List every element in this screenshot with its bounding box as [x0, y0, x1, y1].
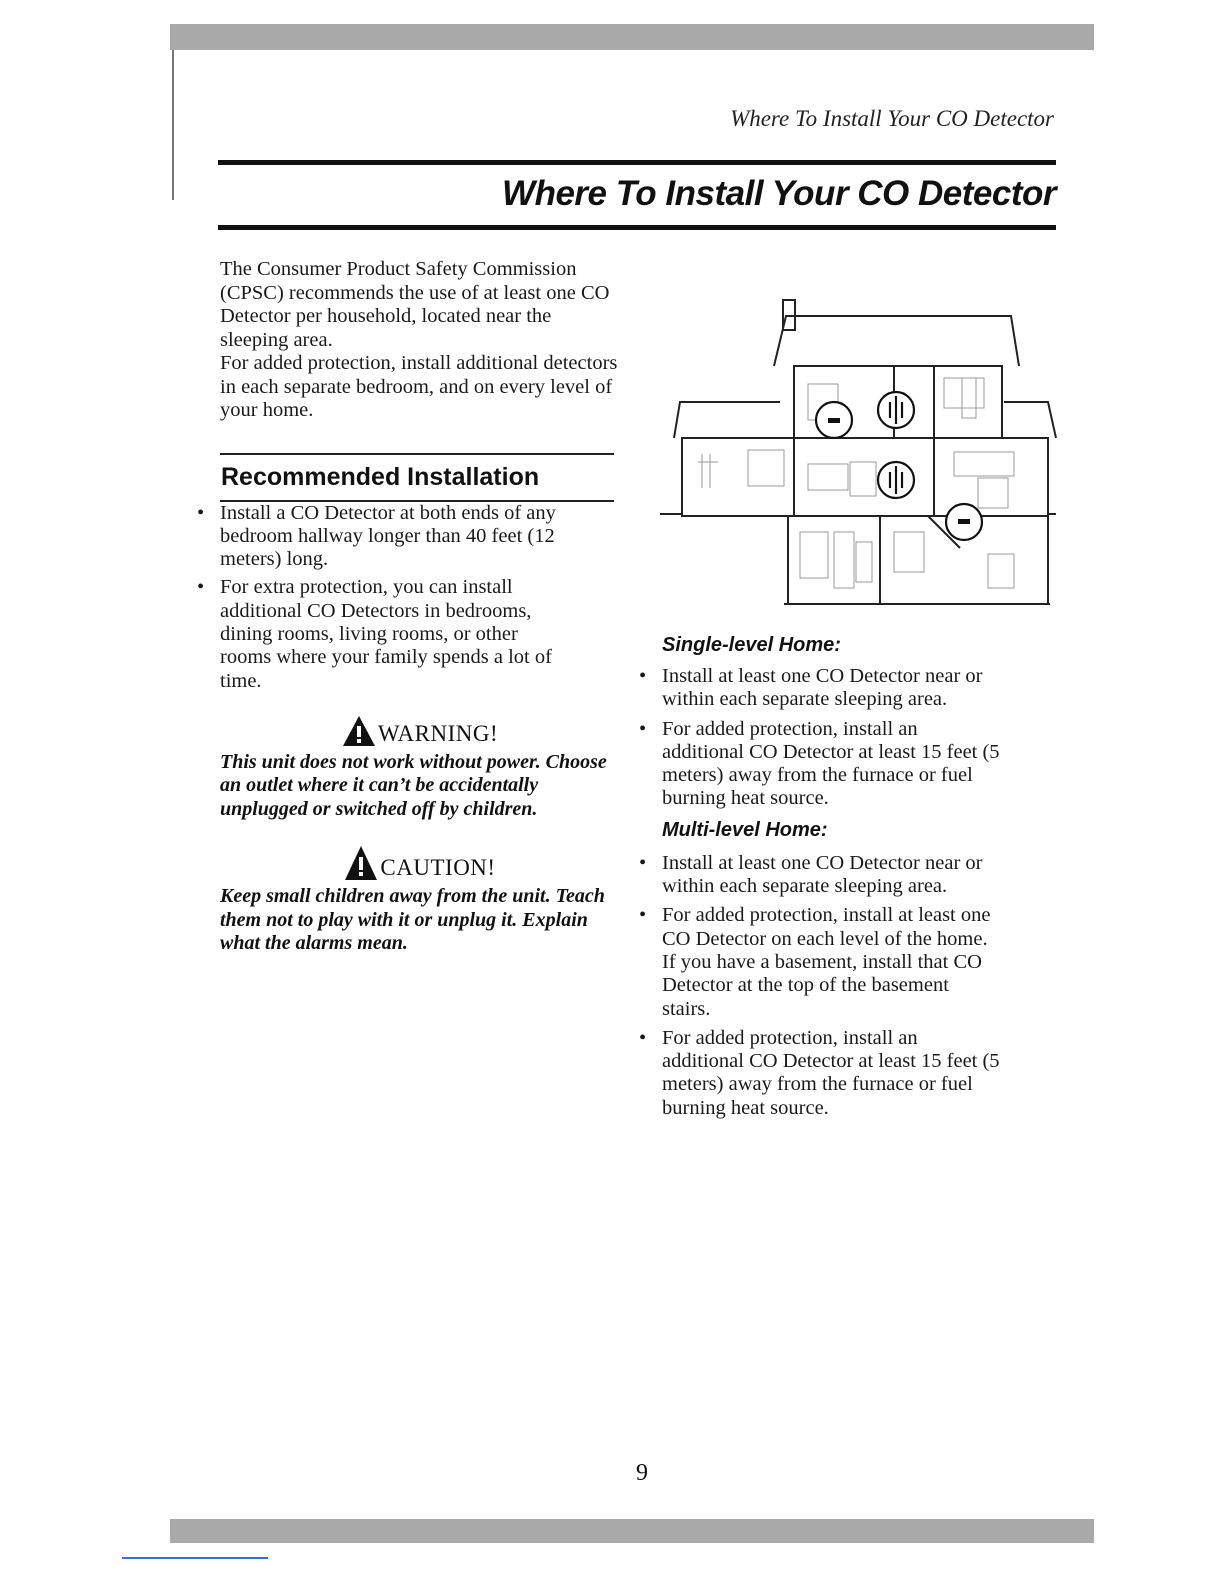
list-item: • For extra protection, you can install additional CO Detectors in bedrooms, dining rooms, living rooms, or other rooms where your family spends a lot of time.: [220, 576, 560, 692]
warning-heading: [220, 715, 620, 747]
intro-paragraph-1: The Consumer Product Safety Commission (CPSC) recommends the use of at least one CO Detector per household, located near the sleeping area.: [220, 258, 610, 351]
top-scan-bar: [170, 24, 1094, 50]
bottom-blue-line: [122, 1557, 268, 1559]
list-item: • Install a CO Detector at both ends of any bedroom hallway longer than 40 feet (12 meters) long.: [220, 502, 560, 572]
multi-level-list: [662, 852, 1002, 1120]
list-item: • Install at least one CO Detector near or within each separate sleeping area.: [662, 852, 1002, 899]
bottom-scan-bar: [170, 1519, 1094, 1543]
warning-text: This unit does not work without power. Choose an outlet where it can’t be accidentally unplugged or switched off by children.: [220, 750, 607, 820]
right-column: [662, 634, 1062, 1120]
caution-text: Keep small children away from the unit. Teach them not to play with it or unplug it. Explain what the alarms mean.: [220, 885, 605, 955]
recommended-heading: Recommended Installation: [221, 462, 540, 491]
section-rule-top: [220, 453, 614, 455]
caution-label: CAUTION!: [380, 855, 496, 881]
single-level-heading: Single-level Home:: [662, 634, 841, 656]
list-item: • For added protection, install an additional CO Detector at least 15 feet (5 meters) away from the furnace or fuel burning heat source.: [662, 1027, 1002, 1120]
multi-level-heading: Multi-level Home:: [662, 818, 828, 841]
page-title: Where To Install Your CO Detector: [502, 174, 1056, 213]
warning-triangle-icon: [342, 715, 376, 747]
recommended-list: [220, 502, 560, 693]
house-illustration: [658, 292, 1058, 612]
title-rule-bottom: [218, 225, 1056, 230]
caution-heading: [220, 845, 620, 881]
caution-triangle-icon: [344, 845, 378, 881]
page-number: 9: [636, 1460, 648, 1486]
single-level-list: [662, 665, 1002, 811]
title-rule-top: [218, 160, 1056, 165]
list-item: • Install at least one CO Detector near or within each separate sleeping area.: [662, 665, 1002, 712]
running-header: Where To Install Your CO Detector: [730, 106, 1054, 131]
scan-edge-line: [172, 50, 174, 200]
list-item: • For added protection, install at least one CO Detector on each level of the home. If you have a basement, install that CO Detector at the top of the basement stairs.: [662, 904, 1002, 1020]
list-item: • For added protection, install an additional CO Detector at least 15 feet (5 meters) away from the furnace or fuel burning heat source.: [662, 718, 1002, 811]
left-column: [220, 258, 620, 956]
intro-paragraph-2: For added protection, install additional detectors in each separate bedroom, and on every level of your home.: [220, 352, 618, 421]
warning-label: WARNING!: [377, 720, 499, 746]
